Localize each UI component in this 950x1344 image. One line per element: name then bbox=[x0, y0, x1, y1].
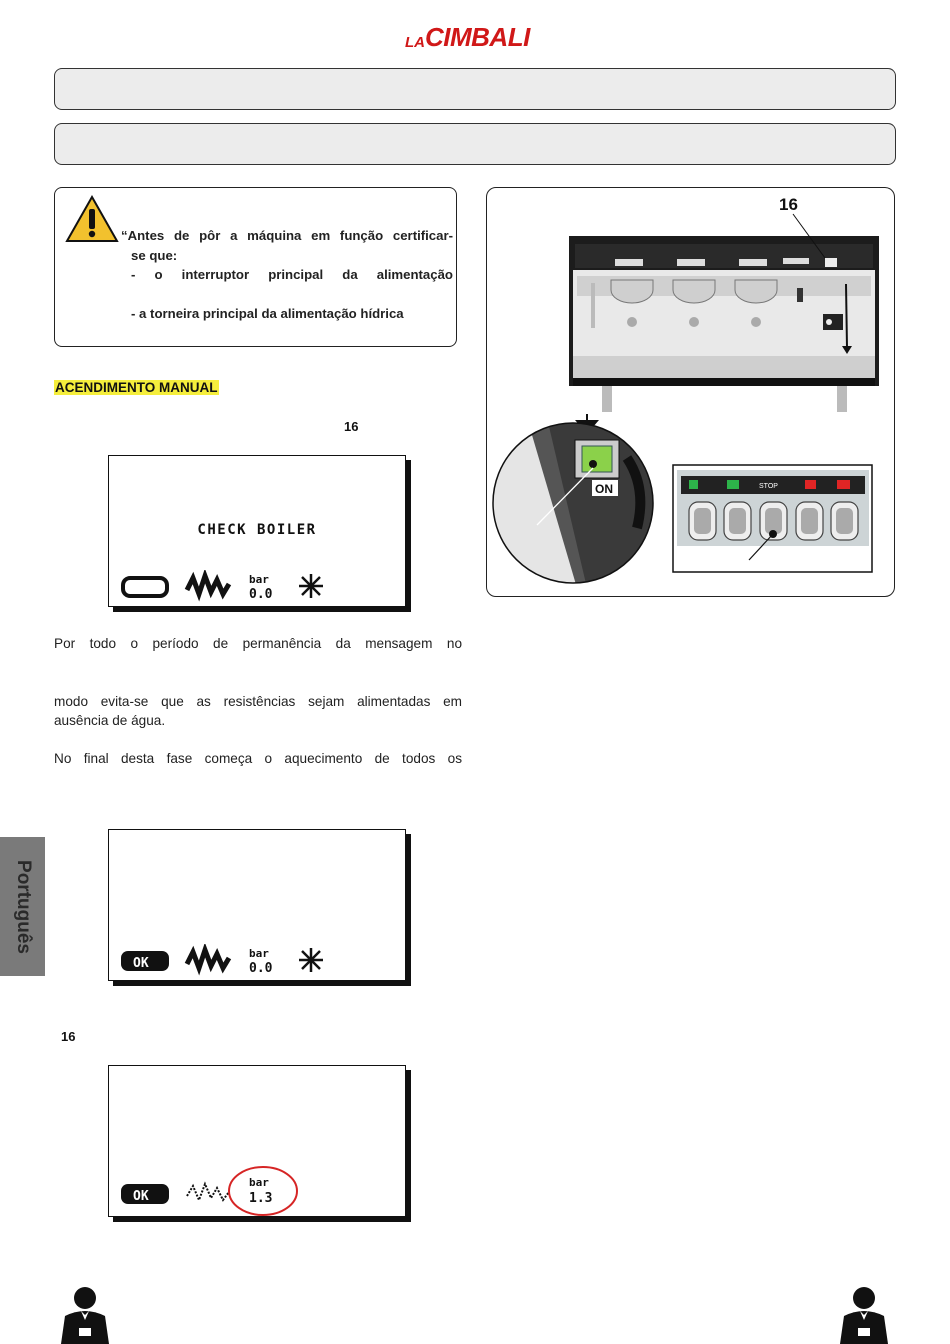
callout-16-text: 16 bbox=[779, 195, 798, 214]
reference-number: 16 bbox=[61, 1029, 76, 1044]
logo-prefix: LA bbox=[405, 34, 425, 51]
display-screen-check-boiler bbox=[108, 455, 406, 607]
boiler-ok-text: OK bbox=[133, 956, 149, 971]
bar-unit-label: bar bbox=[249, 573, 269, 586]
section-heading: ACENDIMENTO MANUAL bbox=[55, 380, 218, 395]
body-paragraph-2 bbox=[54, 692, 462, 730]
language-tab bbox=[0, 837, 45, 976]
display-screen-ok bbox=[108, 829, 406, 981]
logo-wordmark: CIMBALI bbox=[425, 22, 530, 52]
heating-wave-icon bbox=[187, 1184, 229, 1200]
bartender-icon bbox=[55, 1284, 115, 1344]
warning-line: se que: bbox=[131, 247, 178, 263]
paragraph-line: ausência de água. bbox=[54, 713, 166, 728]
machine-figure bbox=[486, 187, 895, 597]
svg-text:ON bbox=[595, 482, 613, 496]
svg-text:OK bbox=[133, 1189, 149, 1204]
warning-line: - a torneira principal da alimentação hídrica bbox=[131, 305, 404, 321]
pressure-value: 0.0 bbox=[249, 587, 273, 602]
display-icon-row bbox=[119, 1164, 319, 1216]
warning-box bbox=[54, 187, 457, 347]
boiler-ok-text: OK bbox=[133, 1189, 149, 1204]
svg-text:STOP bbox=[759, 483, 778, 490]
switch-on-label: ON bbox=[595, 482, 613, 496]
boiler-level-icon bbox=[123, 578, 167, 596]
brand-logo bbox=[405, 22, 550, 58]
warning-line: - o interruptor principal da alimentação bbox=[131, 267, 453, 282]
header-bar-2 bbox=[54, 123, 896, 165]
svg-text:OK bbox=[133, 956, 149, 971]
display-screen-pressure bbox=[108, 1065, 406, 1217]
display-icon-row bbox=[121, 944, 341, 976]
coffee-machine-illustration bbox=[487, 188, 894, 596]
bartender-icon bbox=[834, 1284, 894, 1344]
language-tab-label: Português bbox=[12, 859, 34, 954]
header-bar-1 bbox=[54, 68, 896, 110]
bar-unit-label: bar bbox=[249, 947, 269, 960]
warning-icon bbox=[65, 195, 119, 243]
paragraph-line: modo evita-se que as resistências sejam alimentadas em bbox=[54, 694, 462, 709]
body-paragraph-1 bbox=[54, 634, 462, 653]
warning-text bbox=[121, 226, 453, 323]
paragraph-line: No final desta fase começa o aquecimento de todos os bbox=[54, 751, 462, 766]
snowflake-icon bbox=[299, 948, 323, 972]
panel-stop-label: STOP bbox=[759, 483, 778, 490]
snowflake-icon bbox=[299, 574, 323, 598]
pressure-value: 1.3 bbox=[249, 1191, 273, 1206]
warning-line: “Antes de pôr a máquina em função certificar- bbox=[121, 228, 453, 243]
pressure-value: 0.0 bbox=[249, 961, 273, 976]
heating-wave-icon bbox=[187, 576, 229, 594]
bar-unit-label: bar bbox=[249, 1176, 269, 1189]
body-paragraph-3 bbox=[54, 749, 462, 768]
display-message: CHECK BOILER bbox=[197, 522, 317, 538]
heating-wave-icon bbox=[187, 950, 229, 968]
paragraph-line: Por todo o período de permanência da mensagem no bbox=[54, 636, 462, 651]
display-icon-row bbox=[121, 570, 341, 602]
callout-number bbox=[779, 195, 798, 214]
reference-number: 16 bbox=[344, 419, 359, 434]
